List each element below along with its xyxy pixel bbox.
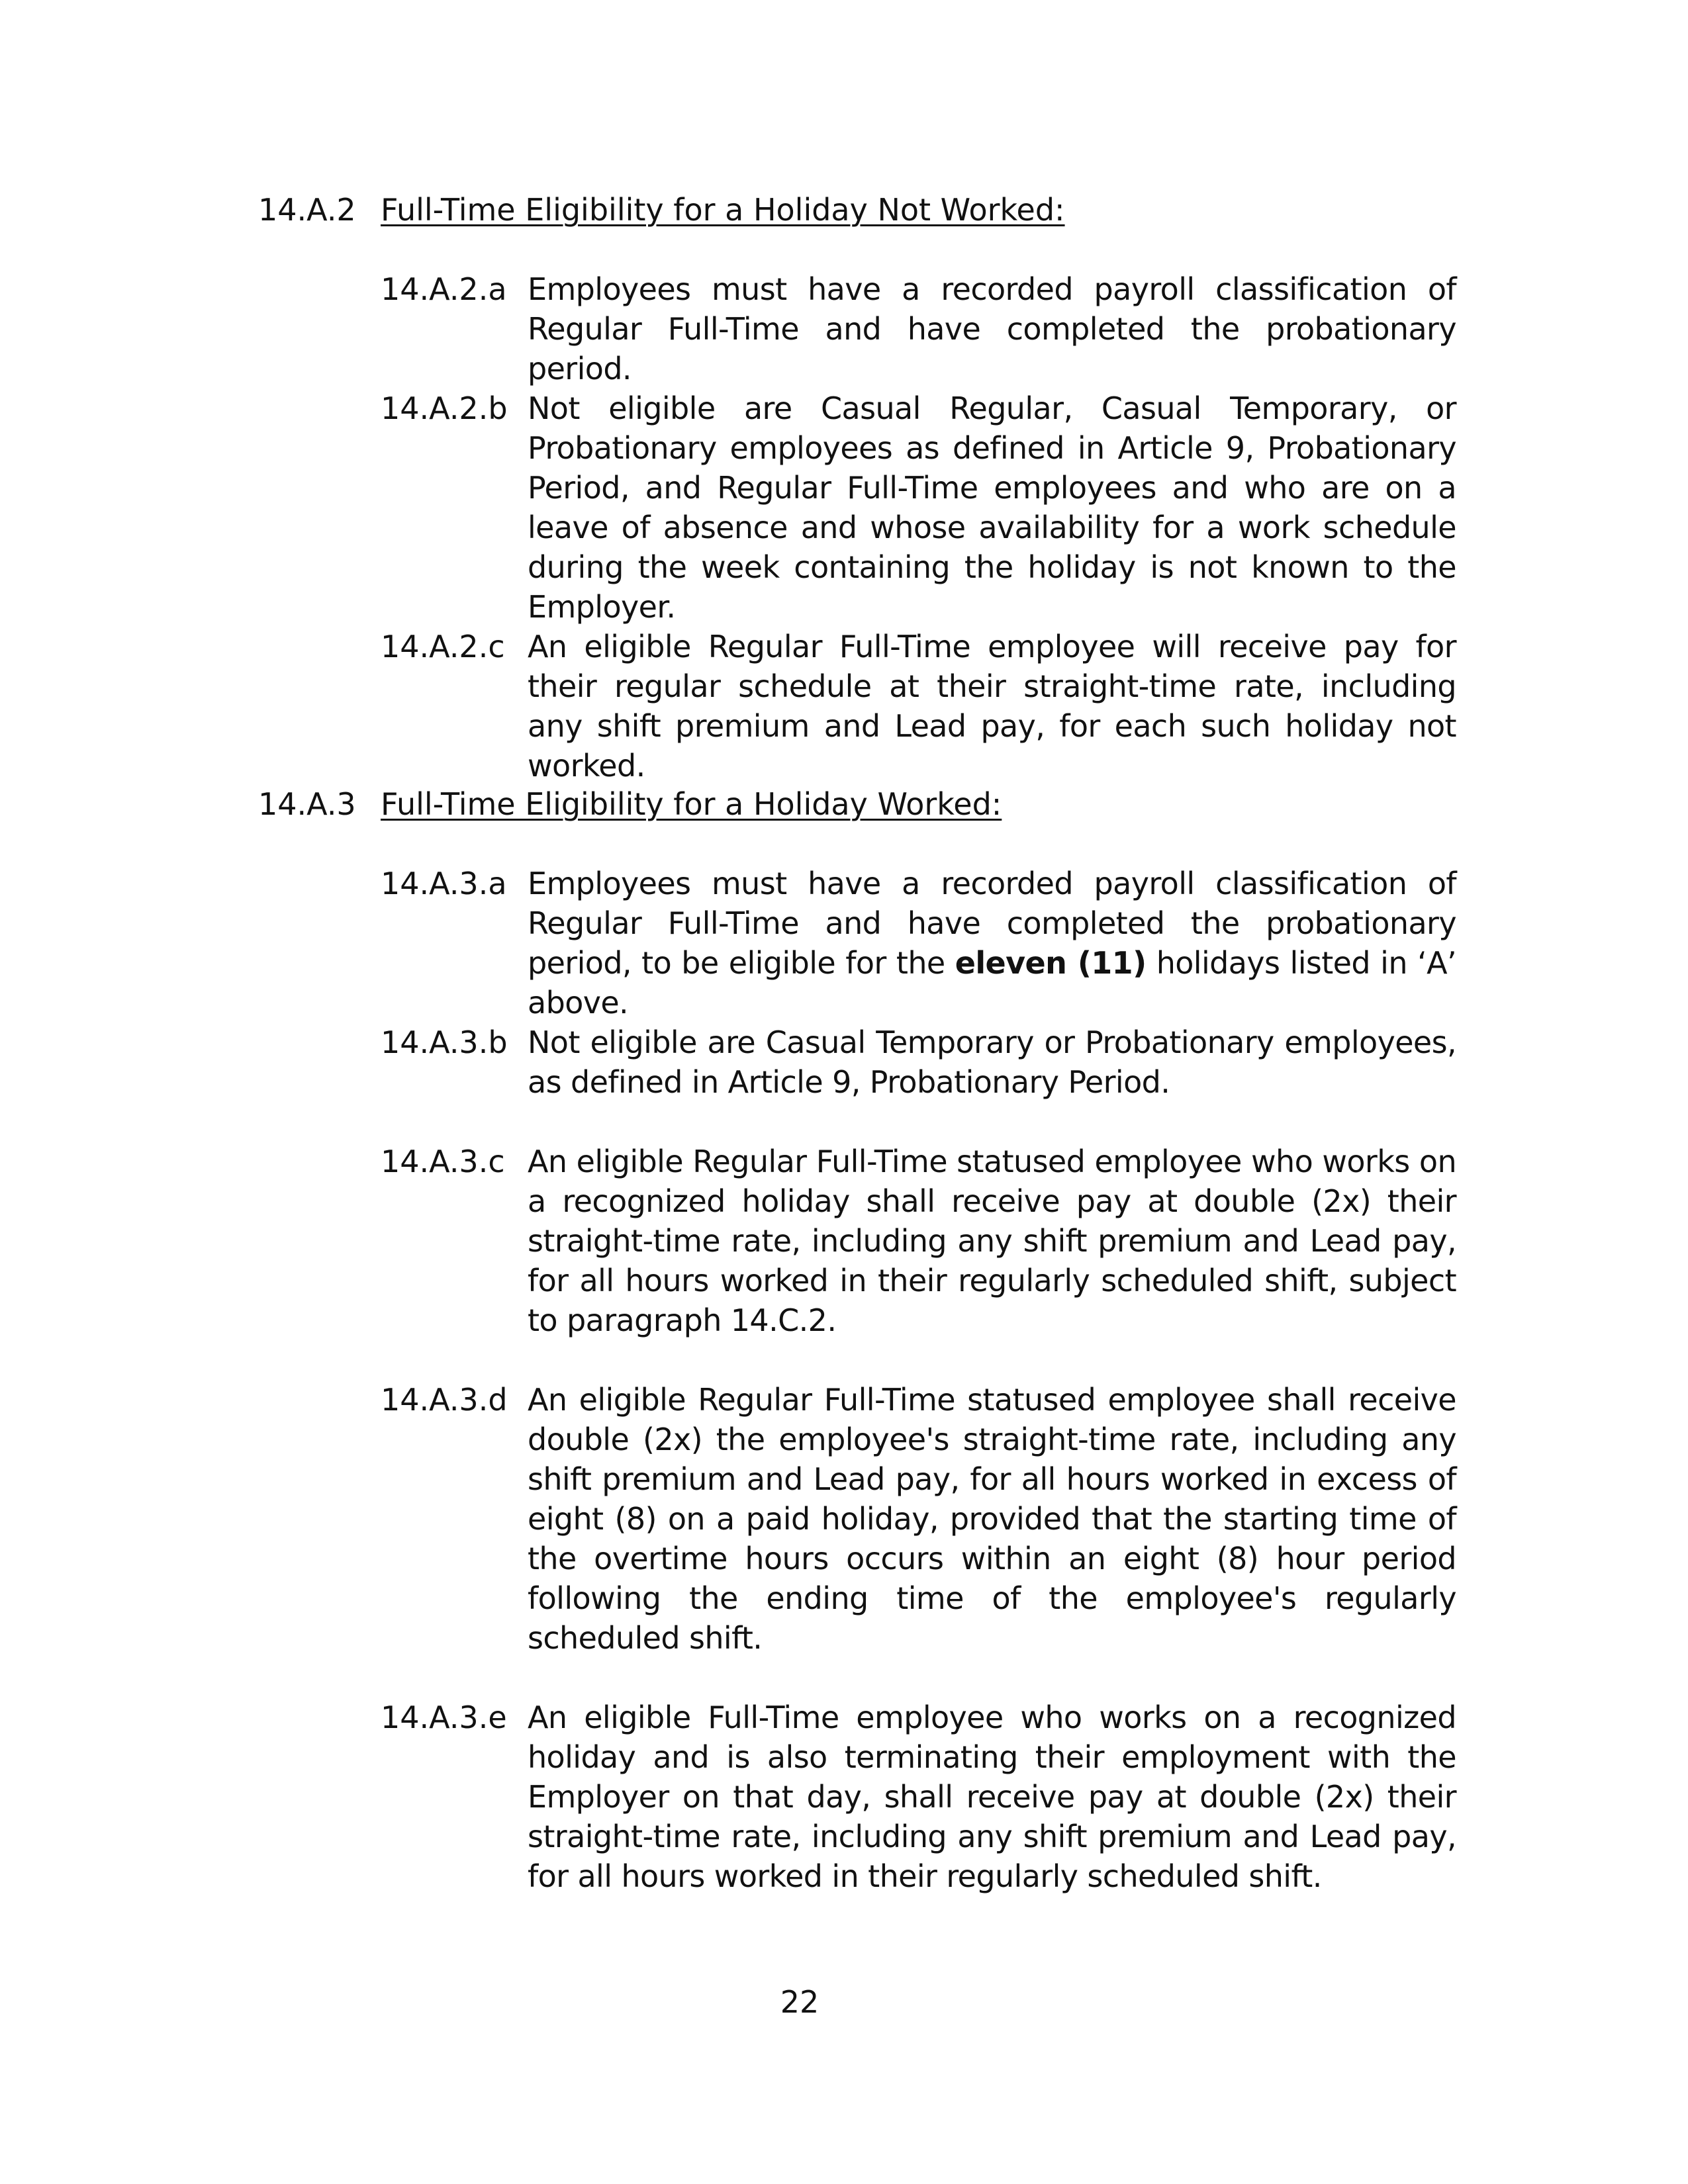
paragraph-number: 14.A.2.c xyxy=(381,629,505,664)
paragraph-text: Not eligible are Casual Temporary or Probationary employees, as defined in Article 9, Probationary Period. xyxy=(528,1024,1456,1100)
section-heading-14-a-2 xyxy=(258,190,1450,230)
paragraph-14-a-3-b xyxy=(381,1023,1456,1102)
paragraph-14-a-2-b xyxy=(381,388,1456,627)
paragraph-14-a-2-c xyxy=(381,627,1456,786)
section-title: Full-Time Eligibility for a Holiday Not Worked: xyxy=(381,192,1065,228)
paragraph-text xyxy=(528,864,1456,1023)
page-number: 22 xyxy=(780,1984,820,2020)
paragraph-text: Not eligible are Casual Regular, Casual Temporary, or Probationary employees as defined in Article 9, Probationary Period, and Regular Full-Time employees and who are on a leave of absence and whose availability for a work schedule during the week containing the holiday is not known to the Employer. xyxy=(528,390,1456,625)
paragraph-14-a-3-c xyxy=(381,1142,1456,1340)
paragraph-number: 14.A.2.b xyxy=(381,390,508,426)
paragraph-14-a-3-d xyxy=(381,1380,1456,1658)
paragraph-number: 14.A.3.d xyxy=(381,1382,508,1418)
paragraph-text: Employees must have a recorded payroll classification of Regular Full-Time and have completed the probationary period. xyxy=(528,271,1456,387)
section-title: Full-Time Eligibility for a Holiday Worked: xyxy=(381,786,1002,822)
paragraph-number: 14.A.3.c xyxy=(381,1144,505,1179)
paragraph-number: 14.A.2.a xyxy=(381,271,507,307)
section-heading-14-a-3 xyxy=(258,784,1450,824)
paragraph-text: An eligible Regular Full-Time statused employee shall receive double (2x) the employee's straight-time rate, including any shift premium and Lead pay, for all hours worked in excess of eight (8) on a paid holiday, provided that the starting time of the overtime hours occurs within an eight (8) hour period following the ending time of the employee's regularly scheduled shift. xyxy=(528,1382,1456,1656)
paragraph-text-end: holidays listed in ‘A’ above. xyxy=(528,945,1456,1021)
section-number: 14.A.2 xyxy=(258,192,356,228)
paragraph-number: 14.A.3.e xyxy=(381,1700,507,1735)
paragraph-14-a-2-a xyxy=(381,269,1456,388)
paragraph-number: 14.A.3.a xyxy=(381,866,507,901)
paragraph-text: An eligible Full-Time employee who works on a recognized holiday and is also terminating their employment with the Employer on that day, shall receive pay at double (2x) their straight-time rate, including any shift premium and Lead pay, for all hours worked in their regularly scheduled shift. xyxy=(528,1700,1456,1894)
paragraph-number: 14.A.3.b xyxy=(381,1024,508,1060)
paragraph-14-a-3-a xyxy=(381,864,1456,1023)
paragraph-text-start: Employees must have a recorded payroll classification of Regular Full-Time and have completed the probationary period, to be eligible for the xyxy=(528,866,1456,981)
paragraph-text-bold: eleven (11) xyxy=(955,945,1147,981)
paragraph-14-a-3-e xyxy=(381,1698,1456,1896)
paragraph-text: An eligible Regular Full-Time employee will receive pay for their regular schedule at their straight-time rate, including any shift premium and Lead pay, for each such holiday not worked. xyxy=(528,629,1456,784)
paragraph-text: An eligible Regular Full-Time statused employee who works on a recognized holiday shall receive pay at double (2x) their straight-time rate, including any shift premium and Lead pay, for all hours worked in their regularly scheduled shift, subject to paragraph 14.C.2. xyxy=(528,1144,1456,1338)
section-number: 14.A.3 xyxy=(258,786,356,822)
